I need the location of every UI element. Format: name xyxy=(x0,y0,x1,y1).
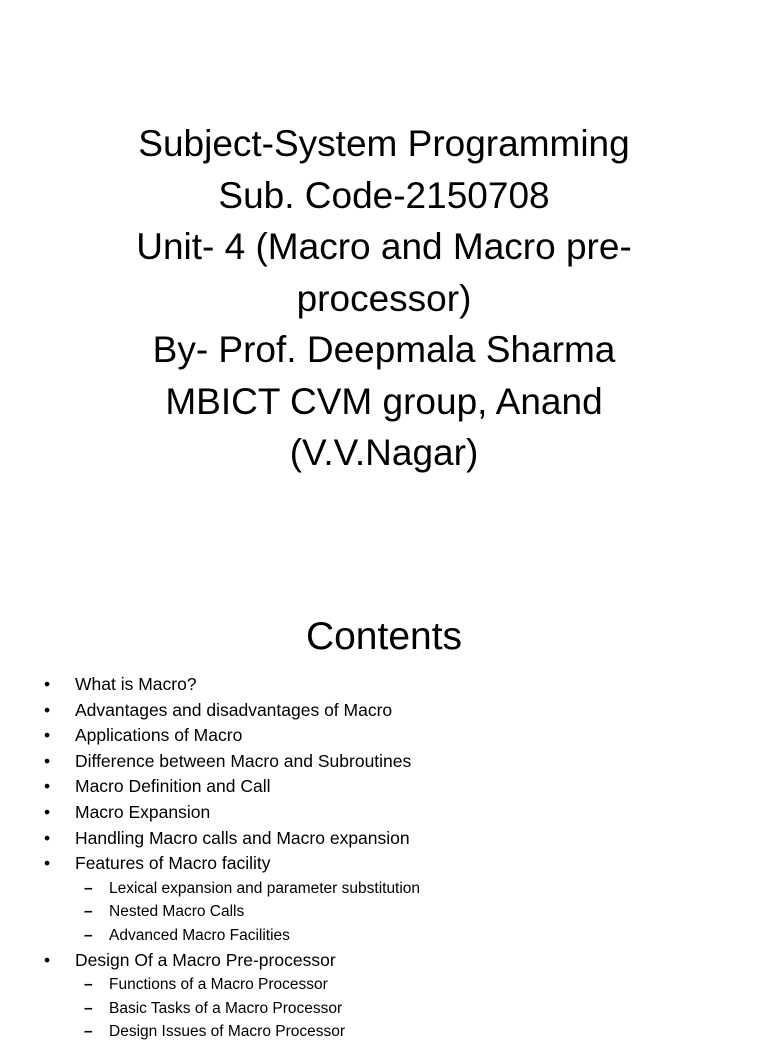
contents-sub-item xyxy=(44,900,744,924)
contents-item-text: Design Of a Macro Pre-processor xyxy=(75,949,336,970)
contents-item xyxy=(44,826,744,852)
dash-marker: – xyxy=(84,1023,93,1041)
contents-item-text: What is Macro? xyxy=(75,674,197,694)
bullet-marker: • xyxy=(44,853,51,874)
dash-marker: – xyxy=(84,999,93,1017)
contents-item xyxy=(44,672,744,698)
contents-sub-item-text: Basic Tasks of a Macro Processor xyxy=(109,999,343,1017)
contents-item xyxy=(44,749,744,775)
title-text-block xyxy=(0,118,768,479)
bullet-marker: • xyxy=(44,699,51,720)
contents-list xyxy=(44,672,744,1044)
dash-marker: – xyxy=(84,926,93,944)
contents-item-text: Difference between Macro and Subroutines xyxy=(75,750,412,771)
title-line-institution: MBICT CVM group, Anand xyxy=(165,380,603,422)
contents-item xyxy=(44,800,744,826)
title-line-subject: Subject-System Programming xyxy=(138,123,630,164)
contents-item xyxy=(44,851,744,877)
contents-item-text: Advantages and disadvantages of Macro xyxy=(75,699,393,720)
contents-sub-item xyxy=(44,924,744,948)
title-line-location: (V.V.Nagar) xyxy=(289,432,479,473)
bullet-marker: • xyxy=(44,674,51,694)
title-line-sub-code: Sub. Code-2150708 xyxy=(218,174,550,216)
contents-item xyxy=(44,774,744,800)
title-line-unit: Unit- 4 (Macro and Macro pre- xyxy=(136,226,632,267)
contents-item xyxy=(44,698,744,724)
bullet-marker: • xyxy=(44,776,51,797)
contents-sub-item xyxy=(44,973,744,997)
contents-item-text: Macro Definition and Call xyxy=(75,776,271,797)
contents-item-text: Macro Expansion xyxy=(75,801,211,822)
contents-sub-item xyxy=(44,997,744,1021)
bullet-marker: • xyxy=(44,801,51,822)
contents-sub-item-text: Functions of a Macro Processor xyxy=(109,976,328,994)
contents-slide xyxy=(0,576,768,1041)
title-line-unit-continued: processor) xyxy=(296,277,472,319)
contents-sub-item-text: Lexical expansion and parameter substitution xyxy=(109,879,421,897)
contents-item-text: Features of Macro facility xyxy=(75,853,271,874)
bullet-marker: • xyxy=(44,949,51,970)
contents-sub-item xyxy=(44,877,744,901)
contents-sub-item-text: Design Issues of Macro Processor xyxy=(109,1023,346,1041)
contents-sub-item-text: Advanced Macro Facilities xyxy=(109,926,290,944)
title-line-author: By- Prof. Deepmala Sharma xyxy=(152,329,616,370)
contents-item xyxy=(44,723,744,749)
contents-item xyxy=(44,948,744,974)
contents-item-text: Handling Macro calls and Macro expansion xyxy=(75,827,410,848)
dash-marker: – xyxy=(84,879,93,897)
contents-item-text: Applications of Macro xyxy=(75,725,243,746)
contents-sub-item-text: Nested Macro Calls xyxy=(109,903,245,921)
bullet-marker: • xyxy=(44,750,51,771)
bullet-marker: • xyxy=(44,725,51,746)
dash-marker: – xyxy=(84,976,93,994)
dash-marker: – xyxy=(84,903,93,921)
contents-heading: Contents xyxy=(305,615,463,658)
bullet-marker: • xyxy=(44,827,51,848)
